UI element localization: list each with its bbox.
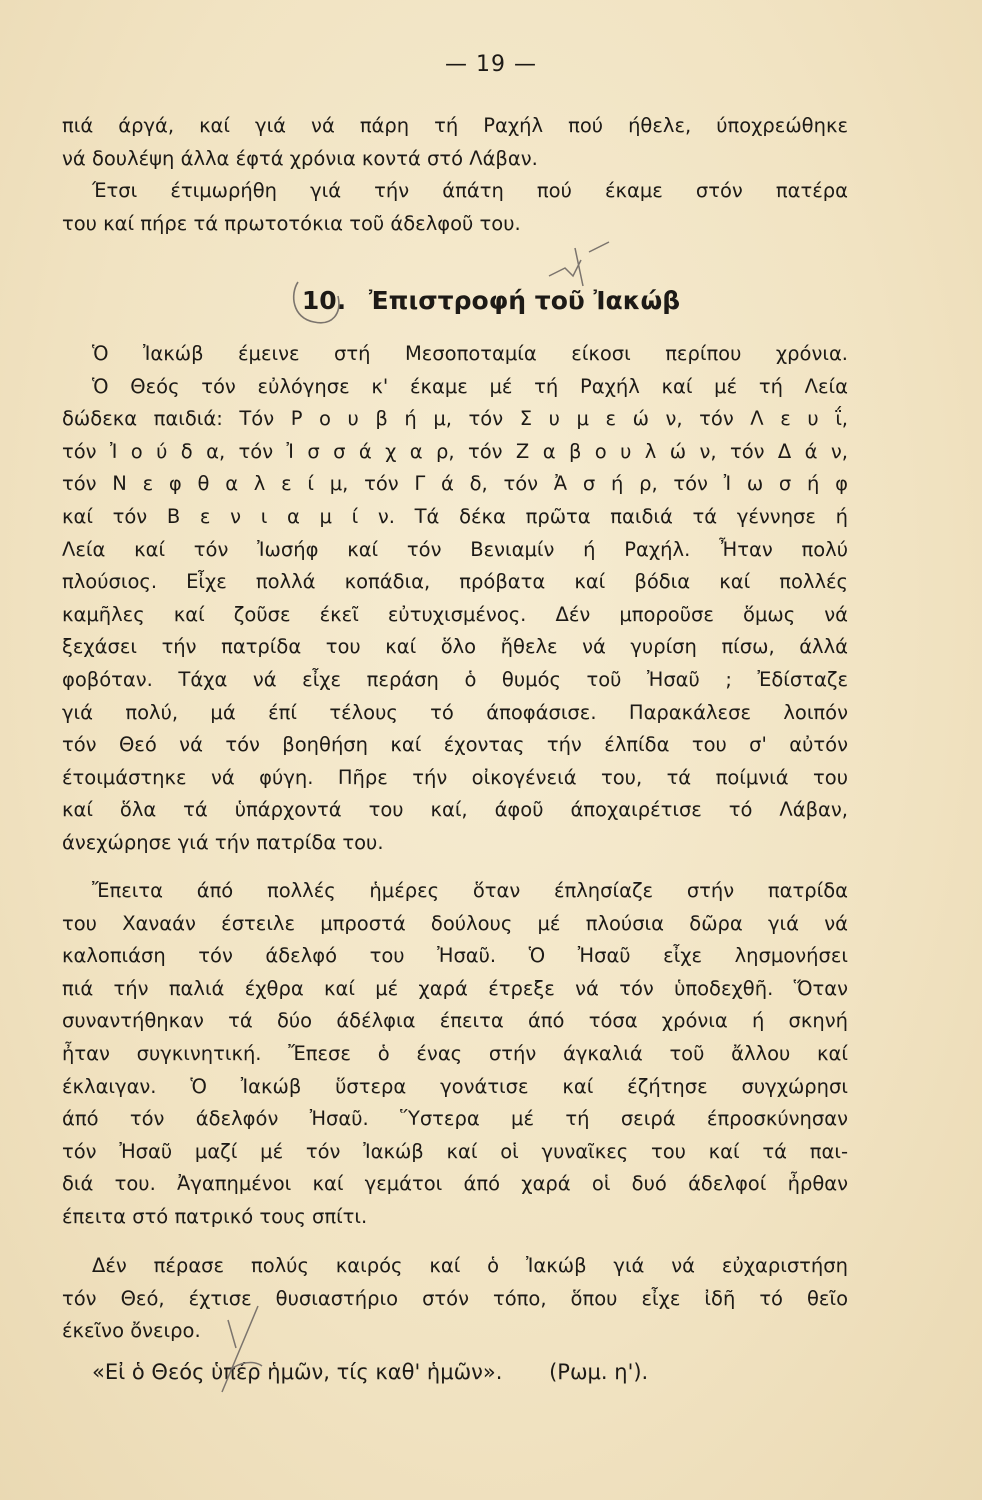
text-line: έκεῖνο ὄνειρο. bbox=[62, 1319, 201, 1343]
text-line: καλοπιάση τόν άδελφό του Ἠσαῦ. Ὁ Ἠσαῦ εἶχε λησμονήσει bbox=[62, 944, 848, 968]
quote-text: «Εἰ ὁ Θεός ὑπέρ ἡμῶν, τίς καθ' ἡμῶν». bbox=[92, 1360, 503, 1384]
text-line: Λεία καί τόν Ἰωσήφ καί τόν Βενιαμίν ή Ραχήλ. Ἦταν πολύ bbox=[62, 537, 848, 561]
quote-reference: (Ρωμ. η'). bbox=[549, 1360, 649, 1384]
section-number-text: 10. bbox=[301, 286, 347, 315]
section-heading bbox=[0, 286, 982, 315]
text-line: άνεχώρησε γιά τήν πατρίδα του. bbox=[62, 830, 384, 854]
text-line: του καί πήρε τά πρωτοτόκια τοῦ άδελφοῦ του. bbox=[62, 211, 521, 235]
text-line: πιά τήν παλιά έχθρα καί μέ χαρά έτρεξε νά τόν ὑποδεχθῆ. Ὅταν bbox=[62, 976, 848, 1000]
text-line: γιά πολύ, μά έπί τέλους τό άποφάσισε. Παρακάλεσε λοιπόν bbox=[62, 700, 848, 724]
text-line: Ὁ Ἰακώβ έμεινε στή Μεσοποταμία είκοσι περίπου χρόνια. bbox=[92, 342, 848, 365]
text-line: διά του. Ἀγαπημένοι καί γεμάτοι άπό χαρά οἱ δυό άδελφοί ἦρθαν bbox=[62, 1172, 848, 1196]
paragraph-2 bbox=[62, 875, 848, 1234]
text-line: Ἔπειτα άπό πολλές ἡμέρες ὅταν έπλησίαζε στήν πατρίδα bbox=[92, 879, 848, 902]
text-line: Δέν πέρασε πολύς καιρός καί ὁ Ἰακώβ γιά νά εὐχαριστήση bbox=[92, 1254, 848, 1277]
text-line: τόν Ν ε φ θ α λ ε ί μ, τόν Γ ά δ, τόν Ἀ σ ή ρ, τόν Ἰ ω σ ή φ bbox=[62, 472, 848, 496]
text-line: έπειτα στό πατρικό τους σπίτι. bbox=[62, 1204, 368, 1228]
text-line: έκλαιγαν. Ὁ Ἰακώβ ὕστερα γονάτισε καί έζήτησε συγχώρησι bbox=[62, 1074, 848, 1098]
text-line: τόν Θεό, έχτισε θυσιαστήριο στόν τόπο, ὅπου εἶχε ἰδῆ τό θεῖο bbox=[62, 1286, 848, 1310]
text-line: του Χαναάν έστειλε μπροστά δούλους μέ πλούσια δῶρα γιά νά bbox=[62, 911, 848, 935]
section-title: Ἐπιστροφή τοῦ Ἰακώβ bbox=[368, 286, 681, 315]
text-line: πλούσιος. Εἶχε πολλά κοπάδια, πρόβατα καί βόδια καί πολλές bbox=[62, 570, 848, 594]
text-line: ξεχάσει τήν πατρίδα του καί ὅλο ἤθελε νά γυρίση πίσω, άλλά bbox=[62, 635, 848, 659]
page-number: — 19 — bbox=[445, 52, 537, 77]
text-line: νά δουλέψη άλλα έφτά χρόνια κοντά στό Λάβαν. bbox=[62, 146, 538, 170]
text-line: άπό τόν άδελφόν Ἠσαῦ. Ὕστερα μέ τή σειρά έπροσκύνησαν bbox=[62, 1107, 848, 1131]
text-line: φοβόταν. Τάχα νά εἶχε περάση ὁ θυμός τοῦ Ἠσαῦ ; Ἐδίσταζε bbox=[62, 667, 848, 691]
section-number bbox=[302, 286, 346, 315]
text-line: ἦταν συγκινητική. Ἔπεσε ὁ ένας στήν άγκαλιά τοῦ ἄλλου καί bbox=[62, 1041, 848, 1065]
text-line: πιά άργά, καί γιά νά πάρη τή Ραχήλ πού ήθελε, ύποχρεώθηκε bbox=[62, 114, 848, 137]
intro-paragraph bbox=[62, 110, 848, 240]
text-line: καί τόν Β ε ν ι α μ ί ν. Τά δέκα πρῶτα παιδιά τά γέννησε ή bbox=[62, 504, 848, 528]
text-line: τόν Θεό νά τόν βοηθήση καί έχοντας τήν έλπίδα του σ' αὐτόν bbox=[62, 733, 848, 757]
pencil-circle-mark bbox=[288, 274, 350, 332]
text-line: καί ὅλα τά ὑπάρχοντά του καί, άφοῦ άποχαιρέτισε τό Λάβαν, bbox=[62, 798, 848, 822]
text-line: τόν Ἰ ο ύ δ α, τόν Ἰ σ σ ά χ α ρ, τόν Ζ α β ο υ λ ώ ν, τόν Δ ά ν, bbox=[62, 439, 848, 463]
paragraph-3 bbox=[62, 1250, 848, 1348]
bible-quote bbox=[92, 1360, 648, 1384]
text-line: έτοιμάστηκε νά φύγη. Πῆρε τήν οἰκογένειά του, τά ποίμνιά του bbox=[62, 765, 848, 789]
text-line: Ὁ Θεός τόν εὐλόγησε κ' έκαμε μέ τή Ραχήλ καί μέ τή Λεία bbox=[92, 374, 848, 398]
text-line: Έτσι έτιμωρήθη γιά τήν άπάτη πού έκαμε στόν πατέρα bbox=[92, 179, 848, 203]
text-line: τόν Ἠσαῦ μαζί μέ τόν Ἰακώβ καί οἱ γυναῖκες του καί τά παι- bbox=[62, 1139, 848, 1163]
text-line: καμῆλες καί ζοῦσε έκεῖ εὐτυχισμένος. Δέν μποροῦσε ὅμως νά bbox=[62, 602, 848, 626]
paragraph-1 bbox=[62, 338, 848, 860]
text-line: συναντήθηκαν τά δύο άδέλφια έπειτα άπό τόσα χρόνια ή σκηνή bbox=[62, 1009, 848, 1033]
text-line: δώδεκα παιδιά: Τόν Ρ ο υ β ή μ, τόν Σ υ μ ε ώ ν, τόν Λ ε υ ΐ, bbox=[62, 407, 848, 431]
pencil-mark-icon bbox=[545, 240, 615, 288]
